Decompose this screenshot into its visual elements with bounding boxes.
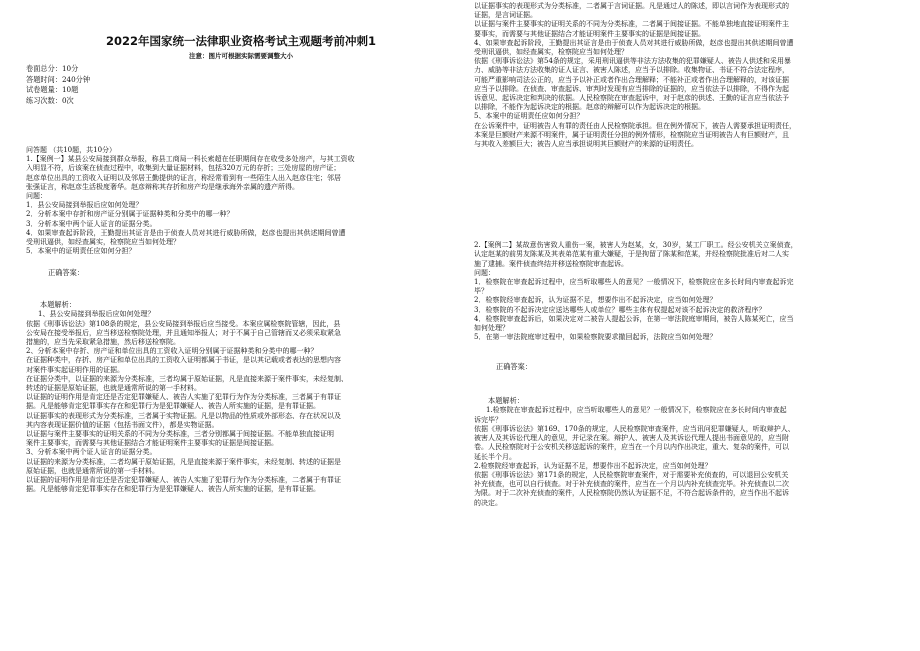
analysis-line: 据。凡是能够肯定犯罪事实存在和犯罪行为是犯罪嫌疑人、被告人所实施的证据，是有罪证据。 <box>26 485 320 494</box>
case1-line: 入明显不符，后该案在侦查过程中，收集到大量证据材料，包括320万元的存折；三处房屋的房产证； <box>26 164 341 173</box>
analysis-line: 应当予以排除。在侦查、审查起诉、审判时发现有应当排除的证据的，应当依法予以排除，不得作为起 <box>474 84 789 93</box>
case2-line: 施了逮捕。案件侦查终结并移送检察院审查起诉。 <box>474 259 628 268</box>
case2-analysis <box>474 406 896 507</box>
analysis-line: 1、县公安局接到举报后应如何处理？ <box>38 310 155 319</box>
analysis-line: 可能严重影响司法公正的，应当予以补正或者作出合理解释；不能补正或者作出合理解释的，对该证据 <box>474 75 789 84</box>
right-column <box>474 2 896 508</box>
analysis-line: 以证据事实的表现形式为分类标准，三者属于实物证据。凡是以物品的性质或外部形态、存在状况以及 <box>26 411 341 420</box>
question-item: 毕？ <box>474 287 488 296</box>
answer-label: 正确答案： <box>48 268 84 278</box>
analysis-line: 以证据与案件主要事实的证明关系的不同为分类标准，三者分别都属于间接证据。不能单独直接证明 <box>26 430 334 439</box>
analysis-line: 2.检察院经审查起诉，认为证据不足，想要作出不起诉决定，应当如何处理？ <box>474 461 712 470</box>
analysis-line: 措施的，应当先采取紧急措施，然后移送检察院。 <box>26 338 180 347</box>
analysis-line: 在证据种类中，存折、房产证和单位出具的工资收入证明都属于书证，是以其记载或者表达的思想内容 <box>26 356 341 365</box>
analysis-label: 本题解析： <box>488 396 524 406</box>
analysis-line: 补充侦查，也可以自行侦查。对于补充侦查的案件，应当在一个月以内补充侦查完毕。补充侦查以二次 <box>474 480 789 489</box>
case1-line: 张强证言，称赵彦生活极度奢华。赵彦辩称其存折和房产均是继承海外亲属的遗产所得。 <box>26 182 299 191</box>
analysis-label: 本题解析： <box>40 300 76 310</box>
question-item: 4．检察院审查起诉后，如果决定对二被告人提起公诉，在第一审法院庭审期间，被告人陈某死亡，应当 <box>474 314 794 323</box>
question-item: 3．检察院的不起诉决定应送达哪些人或单位？哪些主体有权提起对该不起诉决定的救济程序？ <box>474 305 766 314</box>
questions-label: 问题： <box>26 192 47 201</box>
question-item: 3．分析本案中两个证人证言的证据分类。 <box>26 219 157 228</box>
analysis-line: 2、分析本案中存折、房产证和单位出具的工资收入证明分别属于证据种类和分类中的哪一种？ <box>26 347 318 356</box>
exam-meta <box>26 64 456 106</box>
section-header: 问答题 （共10题，共10分） <box>26 146 117 154</box>
case2-line: 认定赵某的前男友陈某及其表弟范某有重大嫌疑，于是拘留了陈某和范某，并经检察院批准后对二人实 <box>474 250 789 259</box>
case1-line: 1.【案例一】某县公安局接到群众举报，称县工商局一科长索超在任职期间存在收受多处房产，与其工资收 <box>26 155 355 164</box>
analysis-line: 以证据的证明作用是肯定还是否定犯罪嫌疑人、被告人实施了犯罪行为作为分类标准，三者属于有罪证 <box>26 393 341 402</box>
analysis-line: 1.检察院在审查起诉过程中，应当听取哪些人的意见？一般情况下，检察院应在多长时间内审查起 <box>486 406 787 415</box>
analysis-line: 4、如果审查起诉阶段，王勤提出其证言是由于侦查人员对其进行威胁所做，赵彦也提出其供述期间曾遭 <box>474 38 794 47</box>
case2-text <box>474 241 896 269</box>
answer-label: 正确答案： <box>496 362 532 372</box>
meta-practice: 练习次数：0次 <box>26 95 74 105</box>
analysis-line: 与其收入差额巨大；被告人应当承担说明其巨额财产的来源的证明责任。 <box>474 140 698 149</box>
analysis-line: 3、分析本案中两个证人证言的证据分类。 <box>26 448 157 457</box>
meta-total-score: 卷面总分：10分 <box>26 64 79 73</box>
question-item: 4．如果审查起诉阶段，王勤提出其证言是由于侦查人员对其进行威胁所做，赵彦也提出其供述期间曾遭 <box>26 228 346 237</box>
analysis-line: 延长半个月。 <box>474 452 516 461</box>
case1-line: 赵彦单位出具的工资收入证明以及邻居王勤提供的证言，称经常看到有一些陌生人出入赵彦住宅；邻居 <box>26 173 341 182</box>
question-item: 2．分析本案中存折和房产证分别属于证据种类和分类中的哪一种？ <box>26 210 234 219</box>
meta-time: 答题时间：240分钟 <box>26 74 91 84</box>
analysis-line: 本案是巨额财产来源不明案件，属于证明责任分担的例外情形，检察院应当证明被告人有巨额财产，且 <box>474 130 789 139</box>
case1-analysis-continued <box>474 2 896 149</box>
analysis-line: 其内容表现证据价值的证据（包括书面文件），都是实物证据。 <box>26 420 219 429</box>
analysis-line: 诉完毕？ <box>474 415 502 424</box>
analysis-line: 要事实，而需要与其他证据结合才能证明案件主要事实的证据是间接证据。 <box>474 29 705 38</box>
meta-count: 试卷题量：10题 <box>26 85 79 94</box>
analysis-line: 被害人及其诉讼代理人的意见，并记录在案。辩护人、被害人及其诉讼代理人提出书面意见的，应当附 <box>474 434 789 443</box>
analysis-line: 对案件事实起证明作用的证据。 <box>26 365 124 374</box>
questions-label: 问题： <box>474 268 495 277</box>
analysis-line: 诉意见、起诉决定和判决的依据。人民检察院在审查起诉中，对于赵彦的供述、王勤的证言应当依法予 <box>474 94 789 103</box>
case1-text <box>26 155 456 192</box>
analysis-line: 以证据与案件主要事实的证明关系的不同为分类标准，二者属于间接证据。不能单独地直接证明案件主 <box>474 20 789 29</box>
question-item: 受刑讯逼供，如经查属实，检察院应当如何处理？ <box>26 238 180 247</box>
document-title: 2022年国家统一法律职业资格考试主观题考前冲刺1 <box>105 34 376 48</box>
document-notice: 注意：图片可根据实际需要调整大小 <box>189 52 293 60</box>
analysis-line: 依据《刑事诉讼法》第108条的规定，县公安局接到举报后应当接受。本案应属检察院管辖，因此，县 <box>26 319 341 328</box>
analysis-line: 依据《刑事诉讼法》第169、170条的规定，人民检察院审查案件，应当讯问犯罪嫌疑人，听取辩护人、 <box>474 424 795 433</box>
analysis-line: 公安局在接受举报后，应当移送检察院处理，并且通知举报人；对于不属于自己管辖而又必须采取紧急 <box>26 328 341 337</box>
analysis-line: 原始证据，也就是通常所说的第一手材料。 <box>26 466 159 475</box>
question-item: 1．检察院在审查起诉过程中，应当听取哪些人的意见？一般情况下，检察院应在多长时间内审查起诉完 <box>474 278 794 287</box>
analysis-line: 据。凡是能够肯定犯罪事实存在和犯罪行为是犯罪嫌疑人、被告人所实施的证据，是有罪证据。 <box>26 402 320 411</box>
question-item: 2．检察院经审查起诉，认为证据不足，想要作出不起诉决定，应当如何处理？ <box>474 296 717 305</box>
question-item: 如何处理？ <box>474 324 509 333</box>
analysis-line: 依据《刑事诉讼法》第171条的规定，人民检察院审查案件，对于需要补充侦查的，可以退回公安机关 <box>474 470 789 479</box>
analysis-line: 在证据分类中，以证据的来源为分类标准，三者均属于原始证据，凡是直接来源于案件事实，未经复制、 <box>26 374 348 383</box>
case2-questions <box>474 278 896 342</box>
left-column <box>26 34 456 495</box>
analysis-line: 以证据事实的表现形式为分类标准，二者属于言词证据。凡是通过人的陈述，即以言词作为表现形式的 <box>474 2 789 10</box>
analysis-line: 力、威胁等非法方法收集的证人证言、被害人陈述，应当予以排除。收集物证、书证不符合法定程序， <box>474 66 789 75</box>
analysis-line: 受刑讯逼供，如经查属实，检察院应当如何处理？ <box>474 48 628 57</box>
analysis-line: 依据《刑事诉讼法》第54条的规定，采用刑讯逼供等非法方法收集的犯罪嫌疑人、被告人供述和采用暴 <box>474 57 791 66</box>
analysis-line: 证据，是言词证据。 <box>474 11 537 20</box>
case1-questions <box>26 201 456 256</box>
analysis-line: 为限。对于二次补充侦查的案件，人民检察院仍然认为证据不足，不符合起诉条件的，应当作出不起诉 <box>474 489 789 498</box>
case2-line: 2.【案例二】某故意伤害致人重伤一案，被害人为赵某，女，30岁，某工厂职工。经公安机关立案侦查， <box>474 241 798 250</box>
analysis-line: 的决定。 <box>474 498 502 507</box>
analysis-line: 5、本案中的证明责任应如何分担？ <box>474 112 584 121</box>
question-item: 1．县公安局接到举报后应如何处理？ <box>26 201 143 210</box>
question-item: 5．在第一审法院庭审过程中，如果检察院要求撤回起诉，法院应当如何处理？ <box>474 333 717 342</box>
analysis-line: 案件主要事实，而需要与其他证据结合才能证明案件主要事实的证据是间接证据。 <box>26 439 278 448</box>
question-item: 5．本案中的证明责任应如何分担？ <box>26 247 136 256</box>
analysis-line: 以证据的来源为分类标准，二者均属于原始证据，凡是直接来源于案件事实，未经复制、转述的证据是 <box>26 457 341 466</box>
case1-analysis <box>26 310 456 494</box>
analysis-line: 以证据的证明作用是肯定还是否定犯罪嫌疑人、被告人实施了犯罪行为作为分类标准，二者属于有罪证 <box>26 476 341 485</box>
analysis-line: 卷。人民检察院对于公安机关移送起诉的案件，应当在一个月以内作出决定，重大、复杂的案件，可以 <box>474 443 789 452</box>
analysis-line: 以排除，不能作为起诉决定的根据。赵彦的辩解可以作为起诉决定的根据。 <box>474 103 705 112</box>
analysis-line: 转述的证据是原始证据，也就是通常所说的第一手材料。 <box>26 384 201 393</box>
analysis-line: 在公诉案件中，证明被告人有罪的责任由人民检察院承担。但在例外情况下，被告人需要承担证明责任， <box>474 121 796 130</box>
